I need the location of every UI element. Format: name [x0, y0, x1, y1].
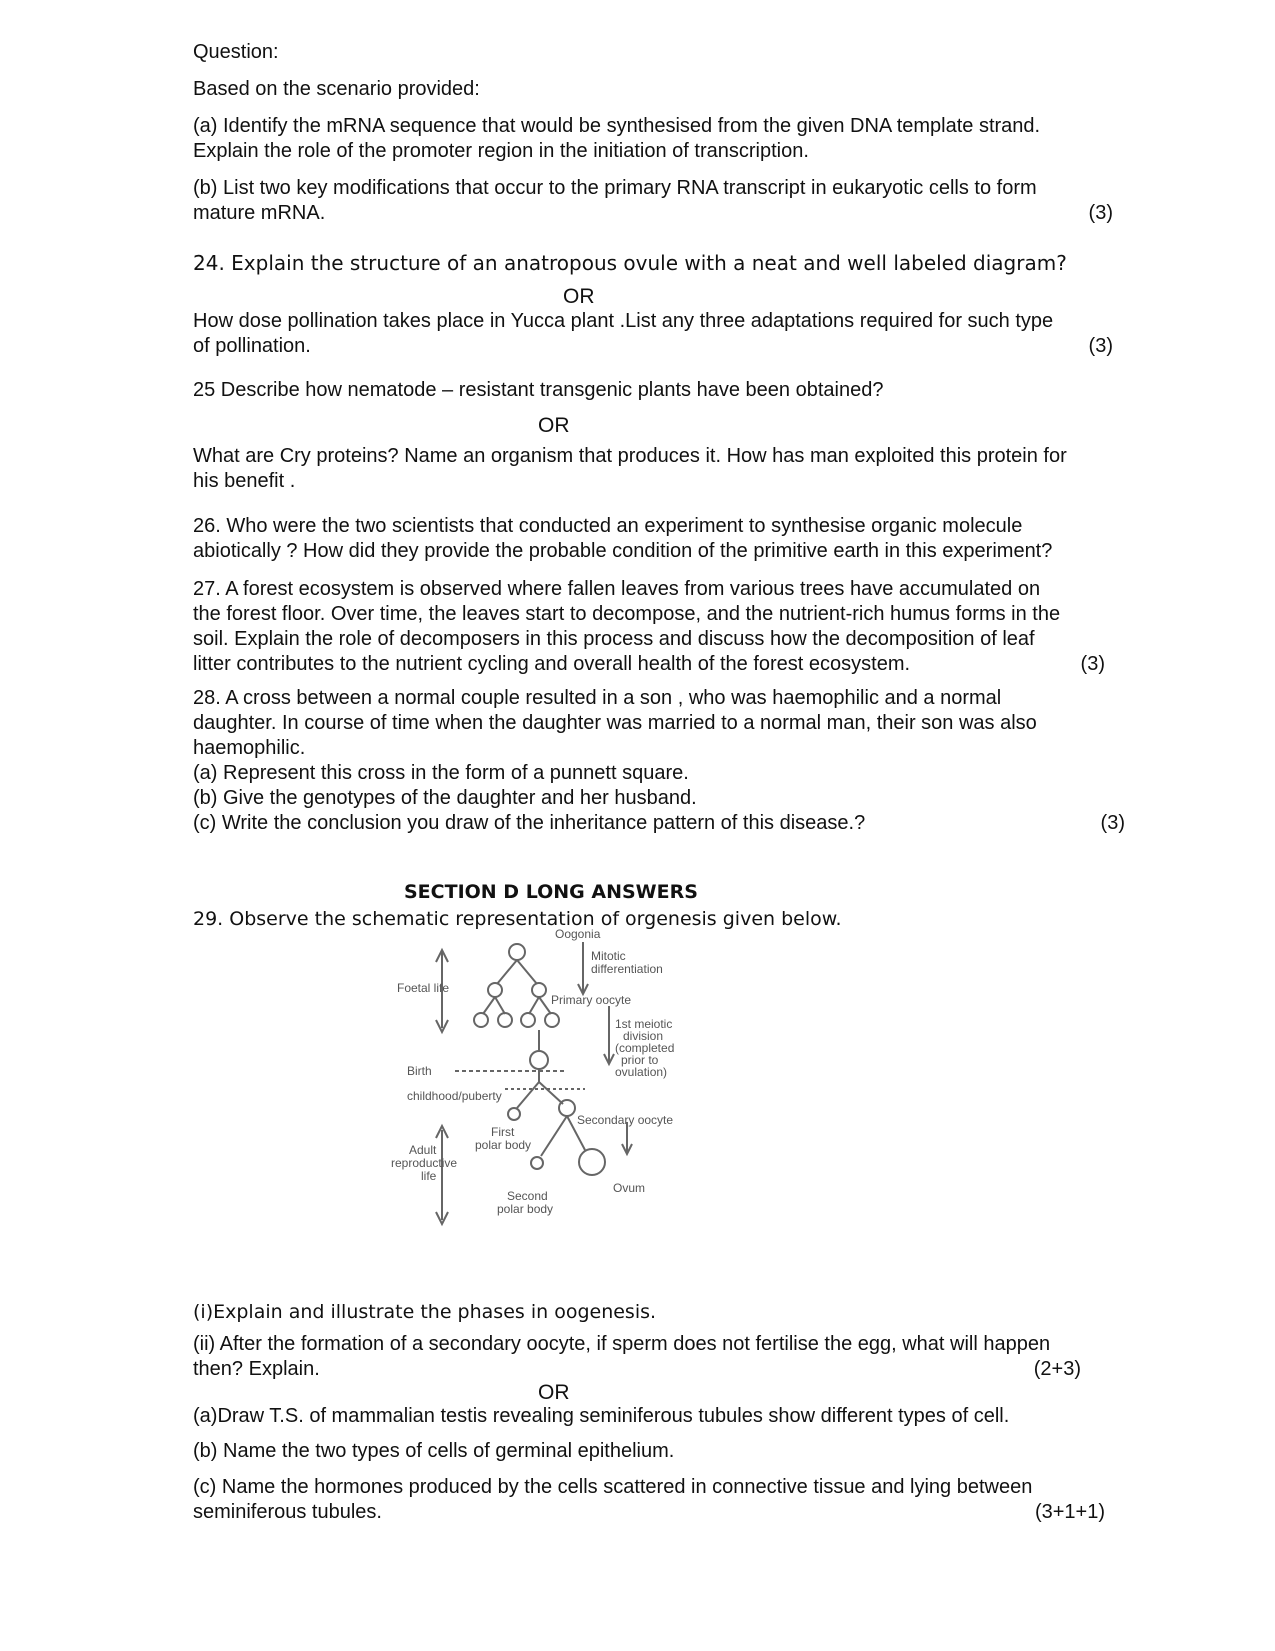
q27-line1: 27. A forest ecosystem is observed where fallen leaves from various trees have accumulated on: [193, 578, 1041, 600]
intro-part-b: [193, 176, 1133, 226]
intro-part-a-line2: Explain the role of the promoter region in the initiation of transcription.: [193, 140, 809, 162]
q26-line1: 26. Who were the two scientists that conducted an experiment to synthesise organic molecule: [193, 515, 1023, 537]
q29-alt-c-line1: (c) Name the hormones produced by the cells scattered in connective tissue and lying between: [193, 1476, 1033, 1498]
q28-line1: 28. A cross between a normal couple resulted in a son , who was haemophilic and a normal: [193, 687, 1002, 709]
label-first-polar-1: First: [491, 1125, 515, 1139]
oocyte-cell-4: [545, 1013, 559, 1027]
intro-part-a-line1: (a) Identify the mRNA sequence that would be synthesised from the given DNA template strand.: [193, 115, 1041, 137]
label-secondary-oocyte: Secondary oocyte: [577, 1113, 674, 1127]
q25-or: OR: [538, 414, 570, 437]
q27-line2: the forest floor. Over time, the leaves start to decompose, and the nutrient-rich humus forms in the: [193, 603, 1061, 625]
label-meiotic-5: ovulation): [615, 1065, 668, 1079]
q28-part-c: (c) Write the conclusion you draw of the inheritance pattern of this disease.?: [193, 812, 866, 834]
label-childhood-puberty: childhood/puberty: [407, 1089, 502, 1103]
tree-branch-right: [517, 960, 537, 984]
q28-line3: haemophilic.: [193, 737, 306, 759]
q27-marks: (3): [1080, 653, 1105, 675]
q27-line4: litter contributes to the nutrient cycling and overall health of the forest ecosystem.: [193, 653, 911, 675]
q25-alternative: [193, 444, 1133, 494]
label-primary-oocyte: Primary oocyte: [551, 993, 632, 1007]
oocyte-cell-3: [521, 1013, 535, 1027]
q24-alt-line2: of pollination.: [193, 335, 311, 357]
to-first-polar-line: [517, 1082, 539, 1108]
daughter-cell-right: [532, 983, 546, 997]
tree-branch-ll: [483, 997, 495, 1014]
q27-line3: soil. Explain the role of decomposers in this process and discuss how the decomposition of leaf: [193, 628, 1035, 650]
q29-alt-c: [193, 1475, 1133, 1525]
section-d-heading: SECTION D LONG ANSWERS: [404, 881, 698, 903]
intro-part-b-line2: mature mRNA.: [193, 202, 326, 224]
label-adult-3: life: [421, 1169, 437, 1183]
label-mitotic-2: differentiation: [591, 962, 663, 976]
primary-oocyte-cell: [530, 1051, 548, 1069]
q29-part-ii-line2: then? Explain.: [193, 1358, 320, 1380]
tree-branch-lr: [495, 997, 505, 1014]
q28-part-a: (a) Represent this cross in the form of a punnett square.: [193, 762, 689, 784]
q27-text: [193, 577, 1133, 677]
q29-marks-1: (2+3): [1033, 1358, 1081, 1380]
q28-part-b: (b) Give the genotypes of the daughter and her husband.: [193, 787, 697, 809]
label-ovum: Ovum: [613, 1181, 646, 1195]
oogenesis-diagram: [391, 927, 715, 1260]
q29-alt-a: (a)Draw T.S. of mammalian testis revealing seminiferous tubules show different types of cell.: [193, 1405, 1010, 1427]
q29-or: OR: [538, 1381, 570, 1404]
label-mitotic-1: Mitotic: [591, 949, 626, 963]
q25-alt-line1: What are Cry proteins? Name an organism that produces it. How has man exploited this protein for: [193, 445, 1067, 467]
tree-branch-left: [497, 960, 517, 984]
intro-part-b-line1: (b) List two key modifications that occur to the primary RNA transcript in eukaryotic cells to form: [193, 177, 1037, 199]
question-label: Question:: [193, 41, 279, 63]
label-meiotic-2: division: [623, 1029, 664, 1043]
label-adult-1: Adult: [409, 1143, 437, 1157]
ovum-cell: [579, 1149, 605, 1175]
label-foetal-life: Foetal life: [397, 981, 450, 995]
q24-or: OR: [563, 285, 595, 308]
q28-marks: (3): [1100, 812, 1125, 834]
label-meiotic-3: (completed: [615, 1041, 675, 1055]
label-meiotic-4: prior to: [621, 1053, 659, 1067]
label-second-polar-1: Second: [507, 1189, 548, 1203]
to-second-polar-line: [541, 1116, 567, 1156]
q29-part-i: (i)Explain and illustrate the phases in oogenesis.: [193, 1301, 657, 1323]
q25-alt-line2: his benefit .: [193, 470, 296, 492]
q28-text: [193, 686, 1133, 836]
label-second-polar-2: polar body: [497, 1202, 554, 1216]
label-oogonia: Oogonia: [555, 927, 601, 941]
q24-text: 24. Explain the structure of an anatropous ovule with a neat and well labeled diagram?: [193, 251, 1067, 275]
q29-text: 29. Observe the schematic representation of orgenesis given below.: [193, 908, 842, 930]
q24-alt-line1: How dose pollination takes place in Yucca plant .List any three adaptations required for such type: [193, 310, 1054, 332]
tree-branch-rr: [539, 997, 551, 1014]
q24-alternative: [193, 309, 1133, 359]
q29-alt-c-line2: seminiferous tubules.: [193, 1501, 382, 1523]
q26-line2: abiotically ? How did they provide the probable condition of the primitive earth in this experiment?: [193, 540, 1053, 562]
oocyte-cell-1: [474, 1013, 488, 1027]
first-polar-body-cell: [508, 1108, 520, 1120]
tree-branch-rl: [529, 997, 539, 1014]
secondary-oocyte-cell: [559, 1100, 575, 1116]
q29-marks-2: (3+1+1): [1034, 1501, 1105, 1523]
q29-part-ii-line1: (ii) After the formation of a secondary oocyte, if sperm does not fertilise the egg, what will happen: [193, 1333, 1051, 1355]
q28-line2: daughter. In course of time when the daughter was married to a normal man, their son was also: [193, 712, 1037, 734]
intro-part-a: [193, 114, 1133, 164]
q25-text: 25 Describe how nematode – resistant transgenic plants have been obtained?: [193, 379, 884, 401]
label-meiotic-1: 1st meiotic: [615, 1017, 673, 1031]
label-first-polar-2: polar body: [475, 1138, 532, 1152]
daughter-cell-left: [488, 983, 502, 997]
q24-marks: (3): [1088, 335, 1113, 357]
scenario-text: Based on the scenario provided:: [193, 78, 480, 100]
second-polar-body-cell: [531, 1157, 543, 1169]
oogonium-cell: [509, 944, 525, 960]
q29-part-ii: [193, 1332, 1133, 1382]
label-birth: Birth: [407, 1064, 432, 1078]
intro-marks: (3): [1088, 202, 1113, 224]
to-secondary-line: [539, 1082, 563, 1104]
q26-text: [193, 514, 1133, 564]
label-adult-2: reproductive: [391, 1156, 458, 1170]
oocyte-cell-2: [498, 1013, 512, 1027]
q29-alt-b: (b) Name the two types of cells of germinal epithelium.: [193, 1440, 675, 1462]
